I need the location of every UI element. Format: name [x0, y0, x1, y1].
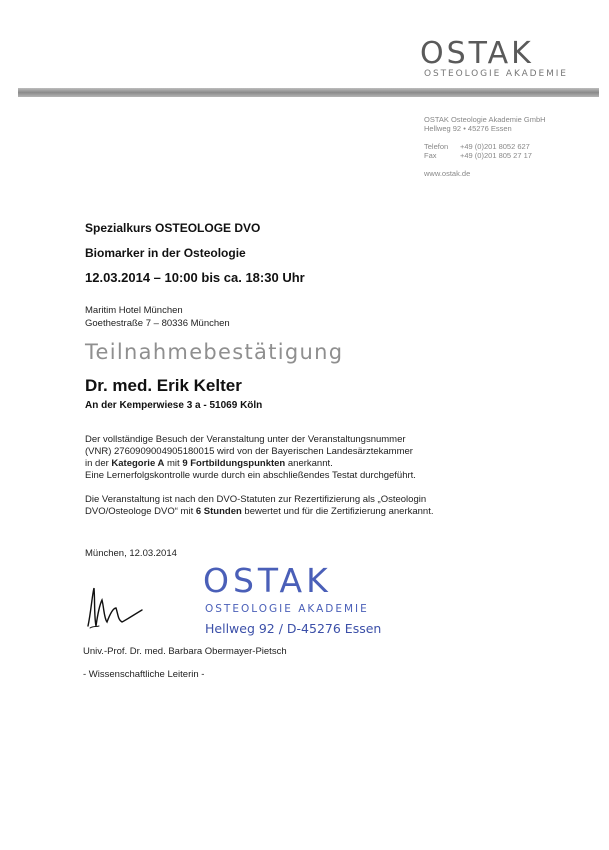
category-value: Kategorie A: [111, 458, 165, 469]
text-fragment: bewertet und für die Zertifizierung anerkannt.: [241, 506, 434, 517]
ostak-logo-subtitle: OSTEOLOGIE AKADEMIE: [424, 69, 568, 79]
text-fragment: mit: [164, 458, 183, 469]
phone-line: [424, 142, 530, 151]
paragraph-recertification: [85, 494, 545, 518]
paragraph-line: Eine Lernerfolgskontrolle wurde durch ein abschließendes Testat durchgeführt.: [85, 470, 416, 481]
fax-label: Fax: [424, 151, 437, 160]
text-fragment: anerkannt.: [285, 458, 333, 469]
paragraph-line: [85, 506, 545, 518]
participant-address: An der Kemperwiese 3 a - 51069 Köln: [85, 400, 263, 411]
company-street: Hellweg 92 • 45276 Essen: [424, 124, 512, 133]
signer-role: - Wissenschaftliche Leiterin -: [83, 669, 205, 680]
stamp-subtitle: OSTEOLOGIE AKADEMIE: [205, 603, 369, 615]
phone-value: +49 (0)201 8052 627: [460, 142, 530, 151]
paragraph-accreditation: [85, 434, 545, 482]
paragraph-line: Die Veranstaltung ist nach den DVO-Statuten zur Rezertifizierung als „Osteologin: [85, 494, 427, 505]
signer-name: Univ.-Prof. Dr. med. Barbara Obermayer-Pietsch: [83, 646, 287, 657]
points-value: 9 Fortbildungspunkten: [182, 458, 286, 469]
text-fragment: DVO/Osteologe DVO“ mit: [85, 506, 196, 517]
hours-value: 6 Stunden: [195, 506, 242, 517]
document-title: Teilnahmebestätigung: [85, 340, 344, 364]
place-date: München, 12.03.2014: [85, 548, 177, 559]
ostak-logo: OSTAK: [420, 36, 534, 71]
website: www.ostak.de: [424, 169, 471, 178]
signature: [80, 582, 160, 632]
fax-line: [424, 151, 532, 160]
text-fragment: in der: [85, 458, 112, 469]
paragraph-line: [85, 458, 545, 470]
paragraph-line: Der vollständige Besuch der Veranstaltung unter der Veranstaltungsnummer: [85, 434, 406, 445]
course-topic: Biomarker in der Osteologie: [85, 246, 246, 260]
course-datetime: 12.03.2014 – 10:00 bis ca. 18:30 Uhr: [85, 270, 305, 285]
phone-label: Telefon: [424, 142, 449, 151]
fax-value: +49 (0)201 805 27 17: [460, 151, 532, 160]
stamp-address: Hellweg 92 / D-45276 Essen: [205, 621, 382, 636]
participant-name: Dr. med. Erik Kelter: [85, 376, 242, 395]
header-divider: [18, 88, 599, 97]
venue-address: Goethestraße 7 – 80336 München: [85, 318, 230, 329]
course-name: Spezialkurs OSTEOLOGE DVO: [85, 221, 261, 235]
company-name: OSTAK Osteologie Akademie GmbH: [424, 115, 546, 124]
paragraph-line: (VNR) 2760909004905180015 wird von der Bayerischen Landesärztekammer: [85, 446, 413, 457]
stamp-logo: OSTAK: [203, 561, 332, 600]
venue-name: Maritim Hotel München: [85, 305, 183, 316]
